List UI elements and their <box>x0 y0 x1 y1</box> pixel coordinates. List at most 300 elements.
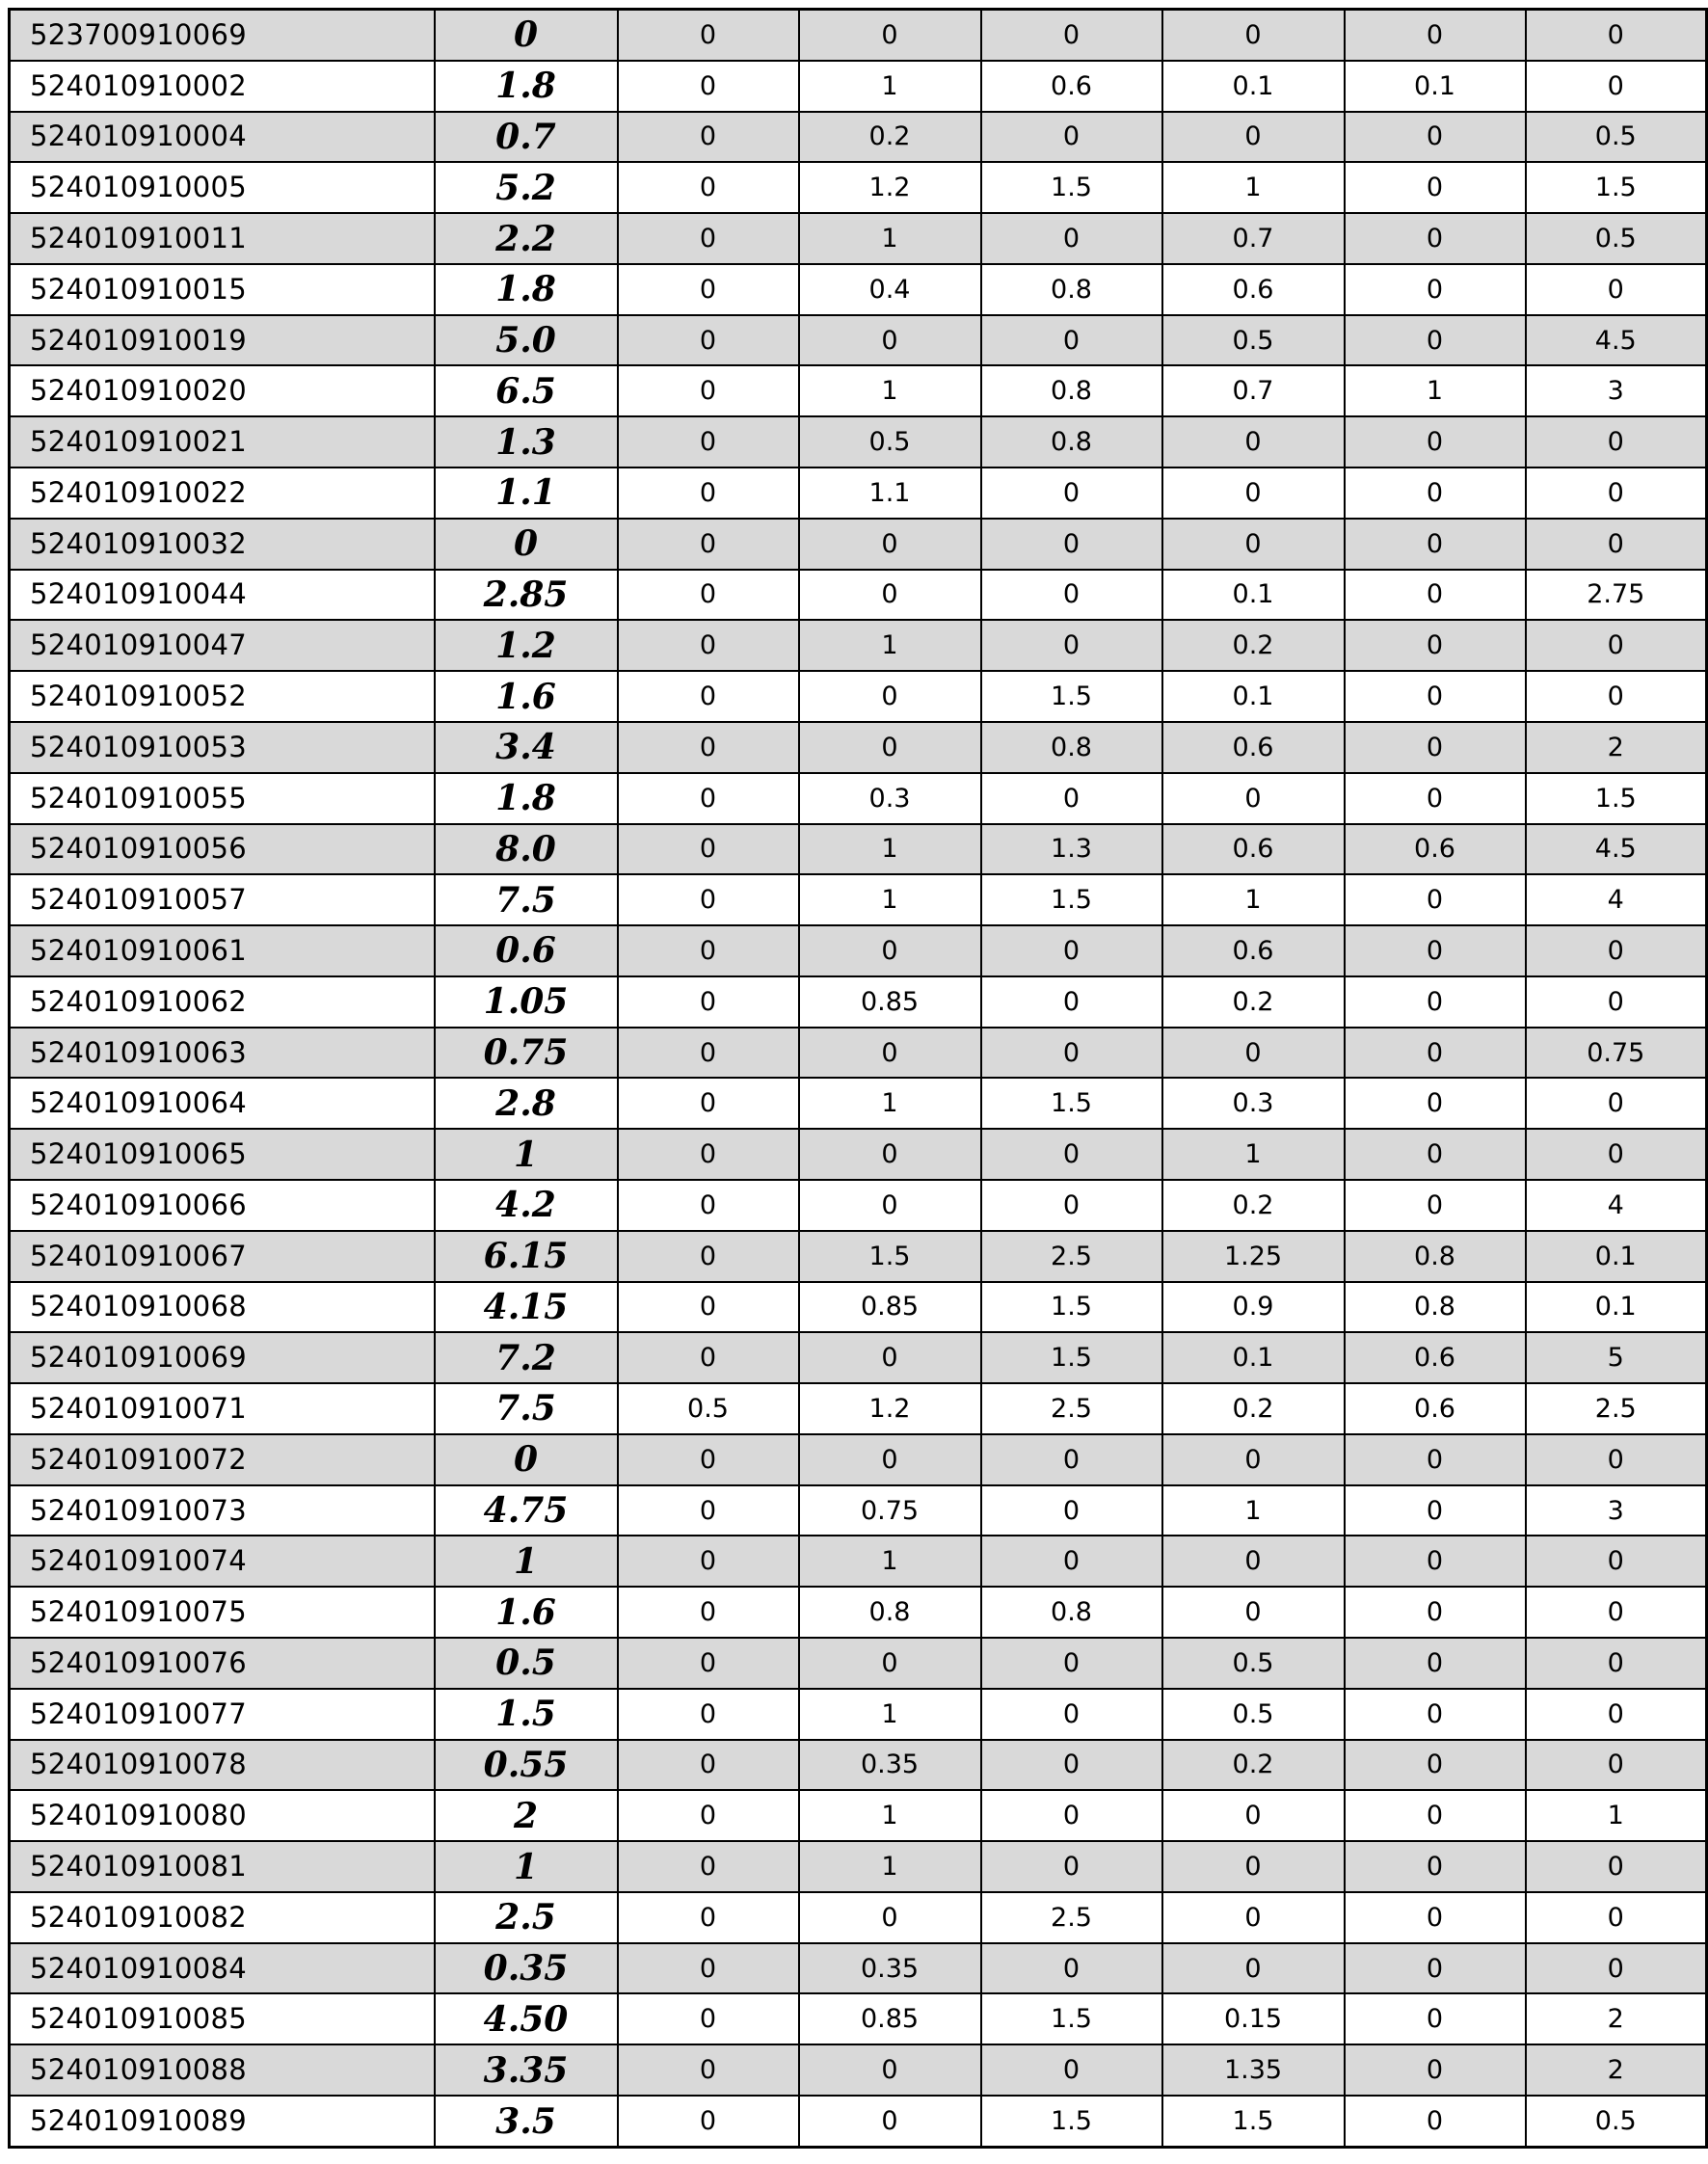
value-cell-4: 0 <box>1162 1434 1345 1485</box>
value-cell-1: 0 <box>618 722 799 773</box>
record-id-cell: 524010910032 <box>10 519 435 570</box>
value-cell-3: 2.5 <box>981 1231 1162 1282</box>
total-cell: 2.85 <box>435 570 618 621</box>
value-cell-1: 0 <box>618 1485 799 1536</box>
record-id-cell: 524010910047 <box>10 620 435 671</box>
value-cell-1: 0 <box>618 1129 799 1180</box>
value-cell-4: 0.7 <box>1162 213 1345 264</box>
value-cell-2: 0 <box>799 570 981 621</box>
table-row <box>10 2044 1707 2096</box>
record-id-cell: 524010910055 <box>10 773 435 824</box>
value-cell-4: 0.5 <box>1162 1689 1345 1740</box>
value-cell-6: 0 <box>1526 1638 1707 1689</box>
total-cell: 1.6 <box>435 1587 618 1638</box>
value-cell-3: 0 <box>981 213 1162 264</box>
value-cell-5: 0 <box>1345 671 1526 722</box>
value-cell-1: 0 <box>618 1892 799 1943</box>
total-cell: 0.7 <box>435 112 618 163</box>
value-cell-2: 0.35 <box>799 1740 981 1791</box>
table-row <box>10 1180 1707 1231</box>
value-cell-6: 0 <box>1526 1892 1707 1943</box>
value-cell-2: 0 <box>799 1028 981 1079</box>
value-cell-5: 0 <box>1345 1485 1526 1536</box>
record-id-cell: 524010910077 <box>10 1689 435 1740</box>
value-cell-5: 0 <box>1345 1740 1526 1791</box>
value-cell-6: 0 <box>1526 468 1707 519</box>
value-cell-1: 0 <box>618 2044 799 2096</box>
value-cell-2: 0.5 <box>799 416 981 468</box>
table-row <box>10 162 1707 213</box>
value-cell-6: 0 <box>1526 264 1707 315</box>
table-body <box>10 10 1707 2148</box>
value-cell-3: 0 <box>981 1129 1162 1180</box>
value-cell-1: 0 <box>618 1282 799 1333</box>
table-row <box>10 1028 1707 1079</box>
value-cell-6: 0 <box>1526 1078 1707 1129</box>
table-row <box>10 1485 1707 1536</box>
value-cell-1: 0 <box>618 112 799 163</box>
total-cell: 1 <box>435 1129 618 1180</box>
value-cell-6: 4 <box>1526 874 1707 925</box>
value-cell-2: 1 <box>799 1689 981 1740</box>
value-cell-5: 0 <box>1345 112 1526 163</box>
record-id-cell: 524010910065 <box>10 1129 435 1180</box>
table-row <box>10 264 1707 315</box>
value-cell-6: 0.1 <box>1526 1282 1707 1333</box>
table-row <box>10 976 1707 1028</box>
value-cell-5: 0 <box>1345 570 1526 621</box>
value-cell-3: 0 <box>981 570 1162 621</box>
total-cell: 3.35 <box>435 2044 618 2096</box>
value-cell-2: 0.8 <box>799 1587 981 1638</box>
table-row <box>10 1332 1707 1383</box>
table-row <box>10 925 1707 976</box>
value-cell-4: 0.2 <box>1162 620 1345 671</box>
record-id-cell: 524010910056 <box>10 824 435 875</box>
total-cell: 1.05 <box>435 976 618 1028</box>
table-row <box>10 1536 1707 1587</box>
table-row <box>10 112 1707 163</box>
value-cell-4: 0.6 <box>1162 722 1345 773</box>
total-cell: 1 <box>435 1536 618 1587</box>
table-row <box>10 824 1707 875</box>
record-id-cell: 524010910044 <box>10 570 435 621</box>
value-cell-6: 3 <box>1526 365 1707 416</box>
value-cell-6: 2 <box>1526 722 1707 773</box>
table-row <box>10 10 1707 61</box>
value-cell-4: 0 <box>1162 1841 1345 1892</box>
total-cell: 4.15 <box>435 1282 618 1333</box>
value-cell-5: 0 <box>1345 620 1526 671</box>
value-cell-5: 0.8 <box>1345 1231 1526 1282</box>
total-cell: 0 <box>435 519 618 570</box>
total-cell: 7.5 <box>435 874 618 925</box>
record-id-cell: 524010910011 <box>10 213 435 264</box>
total-cell: 3.4 <box>435 722 618 773</box>
value-cell-1: 0 <box>618 1841 799 1892</box>
value-cell-3: 1.5 <box>981 671 1162 722</box>
value-cell-1: 0 <box>618 1587 799 1638</box>
value-cell-3: 0 <box>981 1434 1162 1485</box>
value-cell-3: 0.8 <box>981 722 1162 773</box>
value-cell-6: 0.1 <box>1526 1231 1707 1282</box>
value-cell-2: 0.85 <box>799 976 981 1028</box>
record-id-cell: 524010910076 <box>10 1638 435 1689</box>
value-cell-4: 0.6 <box>1162 264 1345 315</box>
value-cell-5: 0 <box>1345 1892 1526 1943</box>
value-cell-4: 0 <box>1162 1790 1345 1841</box>
value-cell-5: 0 <box>1345 1129 1526 1180</box>
table-row <box>10 722 1707 773</box>
value-cell-2: 0 <box>799 1892 981 1943</box>
total-cell: 1.8 <box>435 773 618 824</box>
value-cell-6: 3 <box>1526 1485 1707 1536</box>
value-cell-3: 0 <box>981 1689 1162 1740</box>
value-cell-5: 0.1 <box>1345 61 1526 112</box>
value-cell-6: 0 <box>1526 671 1707 722</box>
value-cell-1: 0 <box>618 2096 799 2147</box>
value-cell-6: 0.5 <box>1526 2096 1707 2147</box>
value-cell-3: 0 <box>981 1740 1162 1791</box>
value-cell-4: 0 <box>1162 416 1345 468</box>
value-cell-4: 0.1 <box>1162 1332 1345 1383</box>
value-cell-5: 0 <box>1345 2044 1526 2096</box>
value-cell-3: 0 <box>981 1841 1162 1892</box>
total-cell: 1.2 <box>435 620 618 671</box>
value-cell-2: 0 <box>799 671 981 722</box>
value-cell-4: 1.25 <box>1162 1231 1345 1282</box>
record-id-cell: 524010910068 <box>10 1282 435 1333</box>
value-cell-5: 0 <box>1345 2096 1526 2147</box>
value-cell-2: 1 <box>799 1790 981 1841</box>
value-cell-5: 0.6 <box>1345 824 1526 875</box>
record-id-cell: 524010910084 <box>10 1943 435 1994</box>
value-cell-5: 0.6 <box>1345 1383 1526 1434</box>
value-cell-4: 0.7 <box>1162 365 1345 416</box>
value-cell-4: 0 <box>1162 1028 1345 1079</box>
value-cell-2: 0 <box>799 10 981 61</box>
table-row <box>10 1383 1707 1434</box>
value-cell-3: 0 <box>981 620 1162 671</box>
value-cell-1: 0 <box>618 10 799 61</box>
value-cell-1: 0 <box>618 824 799 875</box>
table-row <box>10 570 1707 621</box>
total-cell: 2.2 <box>435 213 618 264</box>
value-cell-5: 0 <box>1345 1587 1526 1638</box>
record-id-cell: 524010910022 <box>10 468 435 519</box>
record-id-cell: 524010910074 <box>10 1536 435 1587</box>
value-cell-4: 0.2 <box>1162 1180 1345 1231</box>
total-cell: 6.5 <box>435 365 618 416</box>
value-cell-1: 0 <box>618 1689 799 1740</box>
value-cell-2: 1 <box>799 874 981 925</box>
value-cell-2: 0.4 <box>799 264 981 315</box>
value-cell-3: 1.5 <box>981 1993 1162 2044</box>
value-cell-6: 0 <box>1526 1587 1707 1638</box>
table-row <box>10 1943 1707 1994</box>
total-cell: 0.55 <box>435 1740 618 1791</box>
total-cell: 1 <box>435 1841 618 1892</box>
record-id-cell: 524010910015 <box>10 264 435 315</box>
value-cell-6: 0.5 <box>1526 213 1707 264</box>
table-row <box>10 2096 1707 2147</box>
value-cell-1: 0 <box>618 620 799 671</box>
value-cell-2: 0 <box>799 1180 981 1231</box>
value-cell-4: 0 <box>1162 112 1345 163</box>
value-cell-6: 4 <box>1526 1180 1707 1231</box>
record-id-cell: 524010910075 <box>10 1587 435 1638</box>
value-cell-1: 0 <box>618 1740 799 1791</box>
value-cell-4: 0.9 <box>1162 1282 1345 1333</box>
record-id-cell: 524010910061 <box>10 925 435 976</box>
value-cell-3: 1.5 <box>981 1078 1162 1129</box>
value-cell-6: 0 <box>1526 1536 1707 1587</box>
value-cell-6: 0.5 <box>1526 112 1707 163</box>
total-cell: 1.6 <box>435 671 618 722</box>
value-cell-1: 0 <box>618 925 799 976</box>
value-cell-6: 0 <box>1526 1129 1707 1180</box>
table-row <box>10 1638 1707 1689</box>
table-row <box>10 874 1707 925</box>
record-id-cell: 524010910053 <box>10 722 435 773</box>
value-cell-1: 0 <box>618 874 799 925</box>
value-cell-2: 0 <box>799 1434 981 1485</box>
value-cell-5: 0 <box>1345 773 1526 824</box>
value-cell-5: 1 <box>1345 365 1526 416</box>
total-cell: 4.2 <box>435 1180 618 1231</box>
value-cell-1: 0 <box>618 61 799 112</box>
value-cell-1: 0 <box>618 519 799 570</box>
record-id-cell: 524010910078 <box>10 1740 435 1791</box>
value-cell-3: 0 <box>981 468 1162 519</box>
value-cell-3: 0 <box>981 112 1162 163</box>
value-cell-4: 0.2 <box>1162 1383 1345 1434</box>
value-cell-4: 0 <box>1162 1587 1345 1638</box>
value-cell-5: 0 <box>1345 1841 1526 1892</box>
value-cell-3: 0 <box>981 1638 1162 1689</box>
value-cell-5: 0 <box>1345 1993 1526 2044</box>
table-row <box>10 1740 1707 1791</box>
value-cell-2: 0 <box>799 722 981 773</box>
table-row <box>10 773 1707 824</box>
value-cell-6: 0 <box>1526 519 1707 570</box>
value-cell-2: 1 <box>799 61 981 112</box>
table-row <box>10 365 1707 416</box>
value-cell-4: 0 <box>1162 10 1345 61</box>
value-cell-4: 1 <box>1162 162 1345 213</box>
value-cell-4: 0.5 <box>1162 1638 1345 1689</box>
table-row <box>10 61 1707 112</box>
table-row <box>10 1129 1707 1180</box>
table-row <box>10 213 1707 264</box>
value-cell-4: 0.1 <box>1162 671 1345 722</box>
table-row <box>10 1282 1707 1333</box>
value-cell-2: 0.35 <box>799 1943 981 1994</box>
value-cell-3: 0 <box>981 315 1162 366</box>
value-cell-5: 0 <box>1345 1943 1526 1994</box>
value-cell-6: 1 <box>1526 1790 1707 1841</box>
value-cell-4: 0 <box>1162 519 1345 570</box>
value-cell-6: 0 <box>1526 1434 1707 1485</box>
value-cell-4: 0 <box>1162 1536 1345 1587</box>
value-cell-3: 0.8 <box>981 416 1162 468</box>
total-cell: 0.35 <box>435 1943 618 1994</box>
value-cell-3: 0 <box>981 925 1162 976</box>
value-cell-3: 1.5 <box>981 874 1162 925</box>
total-cell: 1.8 <box>435 264 618 315</box>
total-cell: 3.5 <box>435 2096 618 2147</box>
value-cell-5: 0 <box>1345 10 1526 61</box>
value-cell-3: 0 <box>981 1485 1162 1536</box>
total-cell: 4.75 <box>435 1485 618 1536</box>
record-id-cell: 524010910063 <box>10 1028 435 1079</box>
value-cell-5: 0 <box>1345 1078 1526 1129</box>
value-cell-1: 0 <box>618 1434 799 1485</box>
value-cell-5: 0 <box>1345 213 1526 264</box>
value-cell-4: 0.1 <box>1162 61 1345 112</box>
value-cell-3: 0 <box>981 1028 1162 1079</box>
value-cell-4: 0.5 <box>1162 315 1345 366</box>
value-cell-3: 0 <box>981 1180 1162 1231</box>
value-cell-5: 0 <box>1345 519 1526 570</box>
value-cell-4: 0.1 <box>1162 570 1345 621</box>
value-cell-3: 0 <box>981 2044 1162 2096</box>
record-id-cell: 524010910088 <box>10 2044 435 2096</box>
value-cell-2: 1 <box>799 824 981 875</box>
value-cell-1: 0 <box>618 976 799 1028</box>
value-cell-5: 0 <box>1345 416 1526 468</box>
value-cell-5: 0 <box>1345 1638 1526 1689</box>
value-cell-2: 1 <box>799 1536 981 1587</box>
value-cell-2: 1.2 <box>799 1383 981 1434</box>
value-cell-1: 0 <box>618 1231 799 1282</box>
value-cell-6: 0 <box>1526 620 1707 671</box>
record-id-cell: 524010910085 <box>10 1993 435 2044</box>
value-cell-3: 0.8 <box>981 1587 1162 1638</box>
record-id-cell: 524010910067 <box>10 1231 435 1282</box>
value-cell-3: 0 <box>981 1536 1162 1587</box>
value-cell-3: 1.5 <box>981 2096 1162 2147</box>
value-cell-1: 0 <box>618 1078 799 1129</box>
value-cell-1: 0 <box>618 264 799 315</box>
value-cell-3: 1.3 <box>981 824 1162 875</box>
table-row <box>10 1078 1707 1129</box>
record-id-cell: 524010910064 <box>10 1078 435 1129</box>
table-row <box>10 671 1707 722</box>
value-cell-2: 0 <box>799 1332 981 1383</box>
value-cell-3: 0 <box>981 10 1162 61</box>
value-cell-2: 1.2 <box>799 162 981 213</box>
value-cell-2: 1.5 <box>799 1231 981 1282</box>
value-cell-4: 0 <box>1162 1943 1345 1994</box>
value-cell-6: 0 <box>1526 61 1707 112</box>
value-cell-3: 0 <box>981 1943 1162 1994</box>
record-id-cell: 524010910089 <box>10 2096 435 2147</box>
value-cell-3: 0 <box>981 773 1162 824</box>
value-cell-2: 1 <box>799 1841 981 1892</box>
value-cell-5: 0 <box>1345 1689 1526 1740</box>
value-cell-5: 0 <box>1345 976 1526 1028</box>
value-cell-2: 1 <box>799 1078 981 1129</box>
record-id-cell: 524010910002 <box>10 61 435 112</box>
value-cell-1: 0 <box>618 1638 799 1689</box>
total-cell: 4.50 <box>435 1993 618 2044</box>
value-cell-3: 1.5 <box>981 162 1162 213</box>
table-row <box>10 620 1707 671</box>
value-cell-4: 0 <box>1162 773 1345 824</box>
total-cell: 0.6 <box>435 925 618 976</box>
value-cell-1: 0.5 <box>618 1383 799 1434</box>
record-id-cell: 524010910069 <box>10 1332 435 1383</box>
value-cell-4: 0.6 <box>1162 925 1345 976</box>
value-cell-5: 0 <box>1345 1536 1526 1587</box>
value-cell-5: 0 <box>1345 315 1526 366</box>
value-cell-6: 0 <box>1526 1689 1707 1740</box>
value-cell-2: 1 <box>799 365 981 416</box>
value-cell-5: 0.6 <box>1345 1332 1526 1383</box>
total-cell: 1.1 <box>435 468 618 519</box>
total-cell: 8.0 <box>435 824 618 875</box>
record-id-cell: 524010910073 <box>10 1485 435 1536</box>
value-cell-4: 0.3 <box>1162 1078 1345 1129</box>
record-id-cell: 524010910005 <box>10 162 435 213</box>
value-cell-5: 0 <box>1345 925 1526 976</box>
record-id-cell: 524010910004 <box>10 112 435 163</box>
record-id-cell: 524010910071 <box>10 1383 435 1434</box>
value-cell-2: 0 <box>799 315 981 366</box>
record-id-cell: 524010910062 <box>10 976 435 1028</box>
total-cell: 2 <box>435 1790 618 1841</box>
total-cell: 0.5 <box>435 1638 618 1689</box>
record-id-cell: 523700910069 <box>10 10 435 61</box>
value-cell-4: 0.2 <box>1162 976 1345 1028</box>
total-cell: 5.0 <box>435 315 618 366</box>
value-cell-6: 4.5 <box>1526 315 1707 366</box>
total-cell: 7.5 <box>435 1383 618 1434</box>
record-id-cell: 524010910019 <box>10 315 435 366</box>
table-row <box>10 1434 1707 1485</box>
table-row <box>10 468 1707 519</box>
record-id-cell: 524010910080 <box>10 1790 435 1841</box>
value-cell-1: 0 <box>618 1028 799 1079</box>
value-cell-2: 0.2 <box>799 112 981 163</box>
record-id-cell: 524010910072 <box>10 1434 435 1485</box>
value-cell-1: 0 <box>618 570 799 621</box>
value-cell-3: 1.5 <box>981 1282 1162 1333</box>
value-cell-2: 0.85 <box>799 1282 981 1333</box>
record-id-cell: 524010910082 <box>10 1892 435 1943</box>
value-cell-2: 1.1 <box>799 468 981 519</box>
total-cell: 0.75 <box>435 1028 618 1079</box>
value-cell-6: 1.5 <box>1526 162 1707 213</box>
value-cell-6: 1.5 <box>1526 773 1707 824</box>
record-id-cell: 524010910081 <box>10 1841 435 1892</box>
table-row <box>10 1231 1707 1282</box>
total-cell: 6.15 <box>435 1231 618 1282</box>
value-cell-3: 0.8 <box>981 264 1162 315</box>
record-id-cell: 524010910020 <box>10 365 435 416</box>
value-cell-1: 0 <box>618 162 799 213</box>
value-cell-2: 0.3 <box>799 773 981 824</box>
value-cell-5: 0 <box>1345 874 1526 925</box>
value-cell-4: 0.6 <box>1162 824 1345 875</box>
value-cell-4: 1 <box>1162 874 1345 925</box>
value-cell-2: 0 <box>799 925 981 976</box>
value-cell-6: 2.75 <box>1526 570 1707 621</box>
value-cell-6: 0.75 <box>1526 1028 1707 1079</box>
table-row <box>10 1790 1707 1841</box>
value-cell-5: 0.8 <box>1345 1282 1526 1333</box>
